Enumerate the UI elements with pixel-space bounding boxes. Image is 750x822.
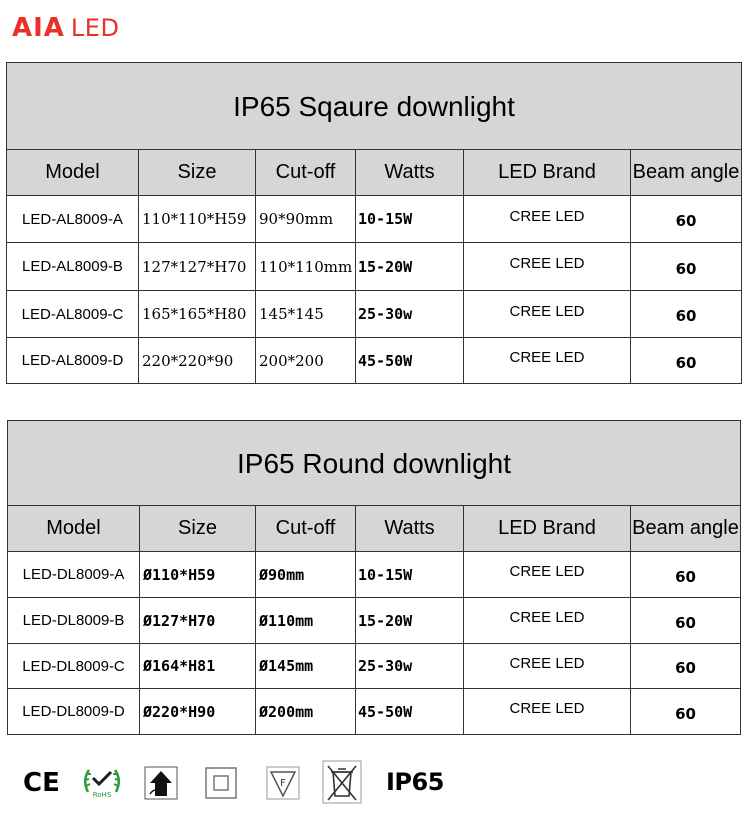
- brand-logo: [12, 14, 119, 42]
- cell-beam-angle: 60: [631, 291, 742, 338]
- cell-cutoff: 110*110mm: [256, 243, 356, 291]
- round-downlight-table: [7, 420, 741, 735]
- cell-led-brand: CREE LED: [464, 291, 631, 338]
- cell-watts: 15-20W: [356, 598, 464, 644]
- cell-model: LED-AL8009-A: [7, 196, 139, 243]
- cell-size: 220*220*90: [139, 338, 256, 384]
- cell-size: Ø220*H90: [140, 689, 256, 735]
- cell-watts: 10-15W: [356, 196, 464, 243]
- cell-model: LED-AL8009-C: [7, 291, 139, 338]
- cell-led-brand: CREE LED: [464, 243, 631, 291]
- cell-size: 127*127*H70: [139, 243, 256, 291]
- cell-cutoff: Ø90mm: [256, 552, 356, 598]
- cell-beam-angle: 60: [631, 196, 742, 243]
- ce-mark-text: CE: [23, 768, 60, 796]
- brand-logo-led: LED: [70, 14, 120, 42]
- cell-cutoff: Ø110mm: [256, 598, 356, 644]
- cell-beam-angle: 60: [631, 598, 741, 644]
- col-header-watts: Watts: [356, 150, 464, 196]
- cell-watts: 15-20W: [356, 243, 464, 291]
- ip65-rating-label: IP65: [386, 768, 444, 796]
- cell-model: LED-AL8009-D: [7, 338, 139, 384]
- cell-cutoff: 90*90mm: [256, 196, 356, 243]
- round-table-title: IP65 Round downlight: [8, 421, 741, 506]
- cell-led-brand: CREE LED: [464, 689, 631, 735]
- col-header-led-brand: LED Brand: [464, 506, 631, 552]
- col-header-beam-angle: Beam angle: [631, 506, 741, 552]
- class-1-grounding-icon: [144, 766, 178, 800]
- cell-watts: 10-15W: [356, 552, 464, 598]
- rohs-label: RoHS: [92, 791, 112, 799]
- cell-beam-angle: 60: [631, 338, 742, 384]
- f-mark-icon: [266, 766, 300, 800]
- cell-size: Ø164*H81: [140, 644, 256, 689]
- col-header-model: Model: [7, 150, 139, 196]
- square-downlight-table: [6, 62, 742, 384]
- cell-beam-angle: 60: [631, 644, 741, 689]
- weee-bin-icon: [322, 760, 362, 804]
- table-row: [8, 644, 741, 689]
- cell-model: LED-DL8009-B: [8, 598, 140, 644]
- ce-mark-icon: [22, 766, 68, 796]
- table-row: [7, 291, 742, 338]
- cell-beam-angle: 60: [631, 243, 742, 291]
- cell-cutoff: 200*200: [256, 338, 356, 384]
- col-header-model: Model: [8, 506, 140, 552]
- cell-model: LED-DL8009-A: [8, 552, 140, 598]
- table-row: [7, 243, 742, 291]
- col-header-size: Size: [140, 506, 256, 552]
- col-header-watts: Watts: [356, 506, 464, 552]
- col-header-beam-angle: Beam angle: [631, 150, 742, 196]
- cell-led-brand: CREE LED: [464, 644, 631, 689]
- cell-size: Ø110*H59: [140, 552, 256, 598]
- cell-model: LED-DL8009-C: [8, 644, 140, 689]
- cell-watts: 25-30w: [356, 644, 464, 689]
- col-header-size: Size: [139, 150, 256, 196]
- rohs-icon: [80, 762, 124, 802]
- cell-led-brand: CREE LED: [464, 552, 631, 598]
- table-row: [7, 196, 742, 243]
- cell-watts: 45-50W: [356, 338, 464, 384]
- table-row: [7, 338, 742, 384]
- square-table-title: IP65 Sqaure downlight: [7, 63, 742, 150]
- cell-beam-angle: 60: [631, 552, 741, 598]
- cell-size: 165*165*H80: [139, 291, 256, 338]
- class-2-insulation-icon: [204, 766, 238, 800]
- table-row: [8, 689, 741, 735]
- col-header-led-brand: LED Brand: [464, 150, 631, 196]
- table-row: [8, 552, 741, 598]
- cell-watts: 25-30w: [356, 291, 464, 338]
- cell-size: Ø127*H70: [140, 598, 256, 644]
- cell-watts: 45-50W: [356, 689, 464, 735]
- cell-cutoff: Ø145mm: [256, 644, 356, 689]
- brand-logo-aia: AIA: [12, 13, 65, 43]
- col-header-cutoff: Cut-off: [256, 506, 356, 552]
- cell-model: LED-DL8009-D: [8, 689, 140, 735]
- table-row: [8, 598, 741, 644]
- cell-led-brand: CREE LED: [464, 338, 631, 384]
- cell-beam-angle: 60: [631, 689, 741, 735]
- f-mark-text: F: [280, 778, 286, 789]
- cell-size: 110*110*H59: [139, 196, 256, 243]
- cell-led-brand: CREE LED: [464, 598, 631, 644]
- col-header-cutoff: Cut-off: [256, 150, 356, 196]
- cell-model: LED-AL8009-B: [7, 243, 139, 291]
- cell-cutoff: Ø200mm: [256, 689, 356, 735]
- cell-cutoff: 145*145: [256, 291, 356, 338]
- cell-led-brand: CREE LED: [464, 196, 631, 243]
